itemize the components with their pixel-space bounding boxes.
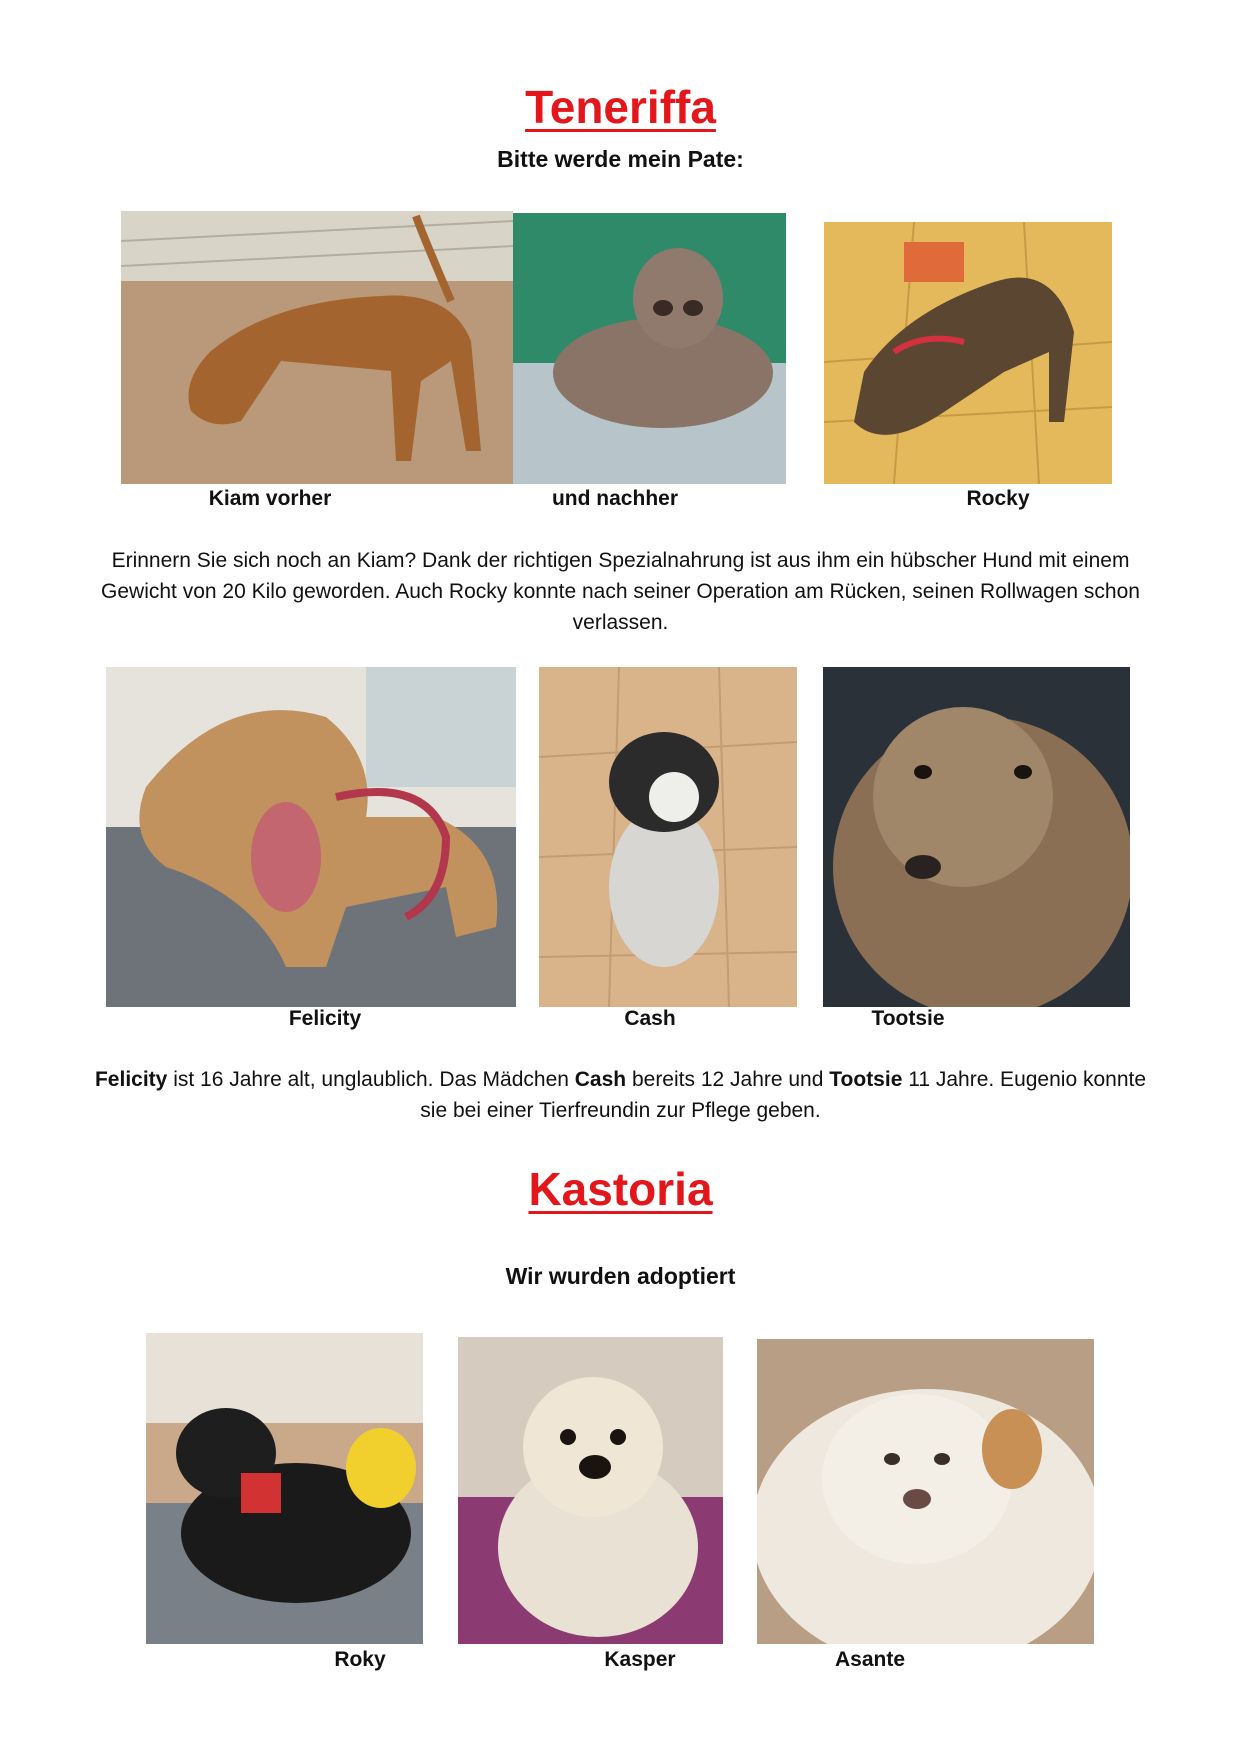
section-title-kastoria: Kastoria xyxy=(528,1163,713,1215)
caption-kasper: Kasper xyxy=(604,1648,676,1671)
tootsie-photo xyxy=(823,667,1130,1007)
name-cash: Cash xyxy=(574,1068,627,1091)
kiam-before-photo xyxy=(121,211,513,484)
caption-rocky: Rocky xyxy=(966,487,1030,510)
caption-tootsie: Tootsie xyxy=(871,1007,945,1030)
roky-photo xyxy=(146,1333,423,1644)
caption-kiam-after: und nachher xyxy=(551,487,678,510)
asante-photo xyxy=(757,1339,1094,1644)
caption-felicity: Felicity xyxy=(288,1007,362,1030)
cash-photo xyxy=(539,667,797,1007)
section-subtitle-pate: Bitte werde mein Pate: xyxy=(497,146,744,172)
para2-text-3: 11 Jahre. Eugenio konnte sie bei einer Tierfreundin zur Pflege geben. xyxy=(420,1068,1147,1122)
kiam-after-photo xyxy=(513,213,786,484)
para2-text-1: ist 16 Jahre alt, unglaublich. Das Mädchen xyxy=(167,1068,575,1091)
caption-kiam-before: Kiam vorher xyxy=(208,487,332,510)
caption-cash: Cash xyxy=(624,1007,676,1030)
kiam-rocky-paragraph: Erinnern Sie sich noch an Kiam? Dank der richtigen Spezialnahrung ist aus ihm ein hübscher Hund mit einem Gewicht von 20 Kilo geworden. Auch Rocky konnte nach seiner Operation am Rücken, seinen Rollwagen schon verlassen. xyxy=(101,549,1140,634)
rocky-photo xyxy=(824,222,1112,484)
name-tootsie: Tootsie xyxy=(829,1068,903,1091)
name-felicity: Felicity xyxy=(94,1068,168,1091)
felicity-photo xyxy=(106,667,516,1007)
kasper-photo xyxy=(458,1337,723,1644)
section-subtitle-adoptiert: Wir wurden adoptiert xyxy=(505,1263,736,1289)
section-title-teneriffa: Teneriffa xyxy=(525,81,716,133)
felicity-cash-tootsie-paragraph xyxy=(90,1064,1151,1126)
para2-text-2: bereits 12 Jahre und xyxy=(626,1068,830,1091)
caption-roky: Roky xyxy=(334,1648,386,1671)
caption-asante: Asante xyxy=(834,1648,906,1671)
